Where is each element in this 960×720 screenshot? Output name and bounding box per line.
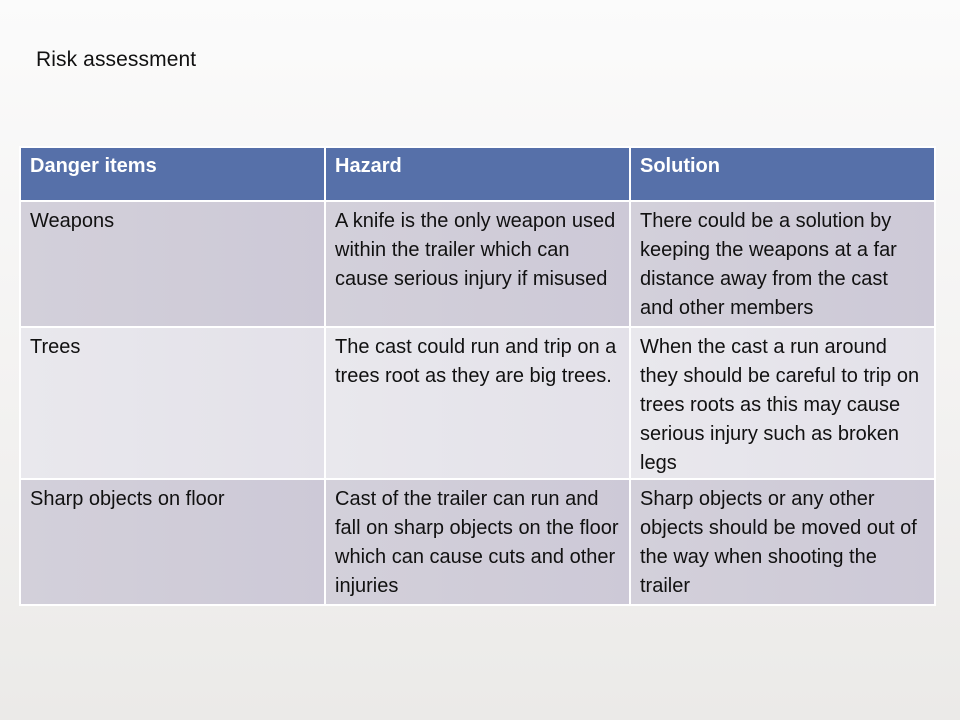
column-header-solution: Solution — [630, 147, 935, 201]
hazard-cell: The cast could run and trip on a trees root as they are big trees. — [325, 327, 630, 479]
solution-cell: There could be a solution by keeping the weapons at a far distance away from the cast and other members — [630, 201, 935, 327]
solution-cell: When the cast a run around they should be careful to trip on trees roots as this may cause serious injury such as broken legs — [630, 327, 935, 479]
slide-title: Risk assessment — [36, 48, 197, 71]
hazard-cell: A knife is the only weapon used within the trailer which can cause serious injury if misused — [325, 201, 630, 327]
column-header-danger-items: Danger items — [20, 147, 325, 201]
danger-item-cell: Trees — [20, 327, 325, 479]
table-row — [20, 201, 935, 327]
hazard-cell: Cast of the trailer can run and fall on sharp objects on the floor which can cause cuts and other injuries — [325, 479, 630, 605]
table-row — [20, 479, 935, 605]
table-row — [20, 327, 935, 479]
solution-cell: Sharp objects or any other objects should be moved out of the way when shooting the trailer — [630, 479, 935, 605]
column-header-hazard: Hazard — [325, 147, 630, 201]
table-header-row — [20, 147, 935, 201]
danger-item-cell: Sharp objects on floor — [20, 479, 325, 605]
danger-item-cell: Weapons — [20, 201, 325, 327]
risk-assessment-table — [19, 146, 936, 606]
